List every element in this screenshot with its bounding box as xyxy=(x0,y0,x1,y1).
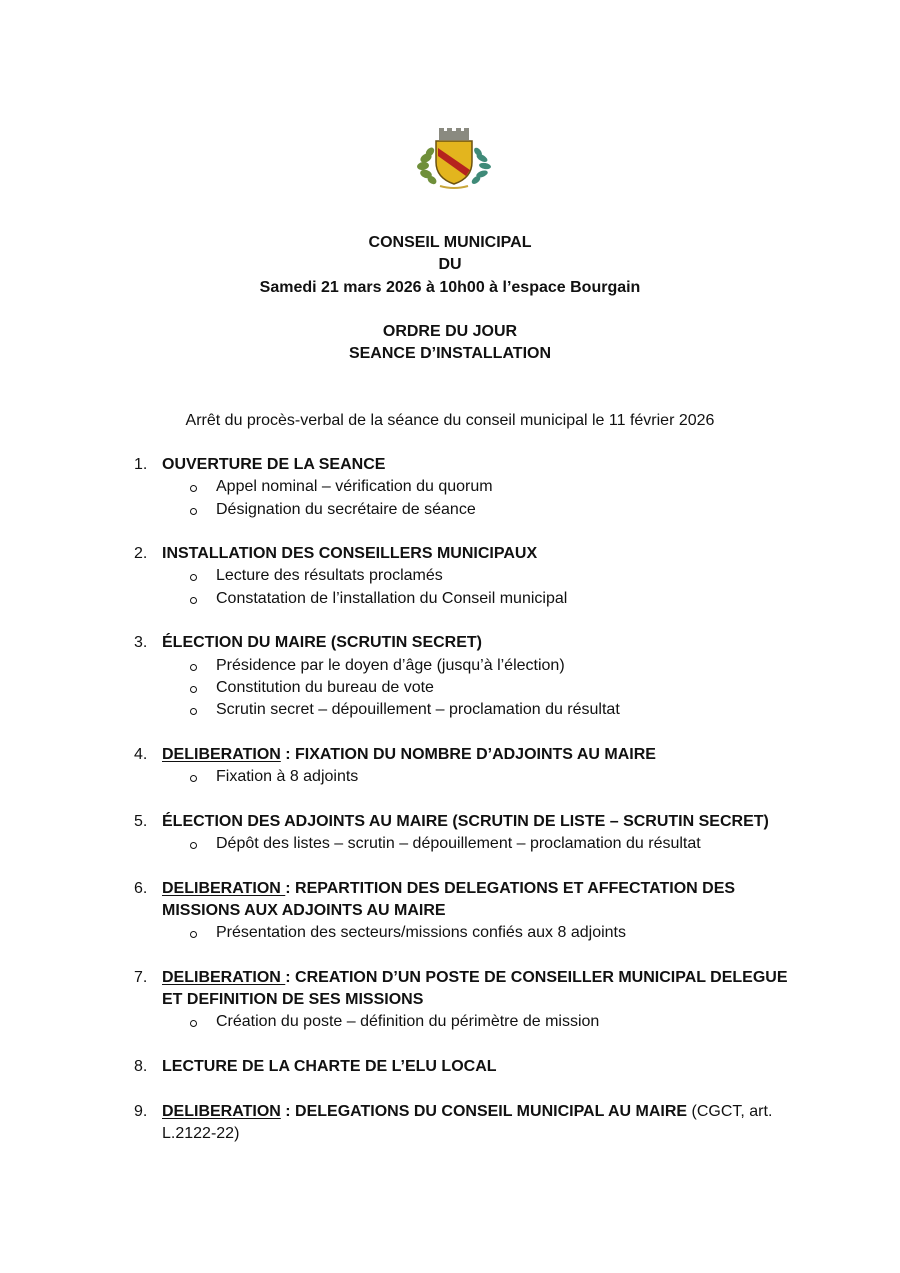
agenda-item-title-text: : REPARTITION DES DELEGATIONS ET AFFECTATION DES MISSIONS AUX ADJOINTS AU MAIRE xyxy=(162,879,736,919)
agenda-item xyxy=(134,1056,794,1078)
agenda-list xyxy=(134,454,794,1168)
agenda-heading: ORDRE DU JOUR xyxy=(382,322,518,340)
agenda-item xyxy=(134,454,794,521)
agenda-item-number: 8. xyxy=(134,1058,148,1076)
agenda-subitem xyxy=(162,499,794,521)
agenda-subitem xyxy=(162,833,794,855)
circle-bullet-icon xyxy=(190,842,197,849)
agenda-item-title-text: LECTURE DE LA CHARTE DE L’ELU LOCAL xyxy=(162,1058,497,1076)
agenda-item xyxy=(134,967,794,1034)
circle-bullet-icon xyxy=(190,775,197,782)
circle-bullet-icon xyxy=(190,686,197,693)
deliberation-label: DELIBERATION xyxy=(162,745,281,763)
agenda-item-title-text: : DELEGATIONS DU CONSEIL MUNICIPAL AU MAIRE xyxy=(280,1102,688,1120)
agenda-item-title-text: ÉLECTION DES ADJOINTS AU MAIRE (SCRUTIN DE LISTE – SCRUTIN SECRET) xyxy=(162,812,769,830)
agenda-subitem xyxy=(162,476,794,498)
circle-bullet-icon xyxy=(190,931,197,938)
agenda-subitem xyxy=(162,1011,794,1033)
agenda-subitem-text: Fixation à 8 adjoints xyxy=(216,768,359,786)
meeting-header xyxy=(0,232,900,365)
agenda-item-number: 1. xyxy=(134,456,148,473)
agenda-item-title-text: : CREATION D’UN POSTE DE CONSEILLER MUNICIPAL DELEGUE ET DEFINITION DE SES MISSIONS xyxy=(162,968,788,1009)
circle-bullet-icon xyxy=(190,664,197,671)
agenda-item-title xyxy=(162,967,794,1012)
agenda-item-number: 9. xyxy=(134,1102,148,1120)
deliberation-label: DELIBERATION xyxy=(162,968,286,986)
agenda-subitems xyxy=(162,476,794,521)
agenda-item-number: 5. xyxy=(134,812,148,830)
agenda-item xyxy=(134,878,794,945)
agenda-subitem-text: Constatation de l’installation du Conseil municipal xyxy=(216,589,568,607)
agenda-item-title-text: INSTALLATION DES CONSEILLERS MUNICIPAUX xyxy=(162,545,538,563)
circle-bullet-icon xyxy=(190,1020,197,1027)
agenda-item-number: 4. xyxy=(134,745,148,763)
agenda-item-number: 7. xyxy=(134,968,148,986)
agenda-item-title xyxy=(162,632,794,654)
agenda-item-title xyxy=(162,1056,794,1078)
municipal-coat-of-arms-icon xyxy=(414,128,494,190)
circle-bullet-icon xyxy=(190,485,197,492)
agenda-subitems xyxy=(162,922,794,944)
agenda-subitem-text: Appel nominal – vérification du quorum xyxy=(216,478,493,496)
agenda-item xyxy=(134,543,794,610)
agenda-subitem-text: Présidence par le doyen d’âge (jusqu’à l’élection) xyxy=(216,656,565,674)
agenda-item-title xyxy=(162,878,794,923)
agenda-subitems xyxy=(162,833,794,855)
meeting-date-location: Samedi 21 mars 2026 à 10h00 à l’espace Bourgain xyxy=(259,278,641,296)
circle-bullet-icon xyxy=(190,508,197,515)
agenda-subitems xyxy=(162,565,794,610)
agenda-item-title xyxy=(162,543,794,565)
agenda-item-title xyxy=(162,454,794,476)
session-type: SEANCE D’INSTALLATION xyxy=(348,345,552,363)
agenda-item-title-text: ÉLECTION DU MAIRE (SCRUTIN SECRET) xyxy=(162,634,482,652)
agenda-item-title xyxy=(162,811,794,833)
agenda-subitem-text: Désignation du secrétaire de séance xyxy=(216,500,476,518)
agenda-item xyxy=(134,1101,794,1146)
agenda-item-title xyxy=(162,1101,794,1146)
deliberation-label: DELIBERATION xyxy=(162,1102,281,1120)
agenda-subitem xyxy=(162,655,794,677)
agenda-subitem xyxy=(162,922,794,944)
agenda-subitem-text: Scrutin secret – dépouillement – proclamation du résultat xyxy=(216,701,620,719)
agenda-subitem-text: Présentation des secteurs/missions confiés aux 8 adjoints xyxy=(216,924,626,942)
agenda-item-number: 2. xyxy=(134,545,148,563)
agenda-subitem-text: Constitution du bureau de vote xyxy=(216,678,434,696)
agenda-item-number: 3. xyxy=(134,634,148,652)
circle-bullet-icon xyxy=(190,574,197,581)
agenda-subitems xyxy=(162,766,794,788)
agenda-item xyxy=(134,632,794,721)
circle-bullet-icon xyxy=(190,708,197,715)
council-title: CONSEIL MUNICIPAL xyxy=(368,234,532,251)
agenda-item xyxy=(134,744,794,789)
agenda-subitem xyxy=(162,766,794,788)
agenda-item-title-text: OUVERTURE DE LA SEANCE xyxy=(162,456,386,473)
agenda-subitem xyxy=(162,588,794,610)
agenda-item xyxy=(134,811,794,856)
agenda-subitem xyxy=(162,677,794,699)
agenda-subitems xyxy=(162,1011,794,1033)
agenda-subitem xyxy=(162,565,794,587)
header-du: DU xyxy=(438,256,462,274)
legal-reference: (CGCT, art. L.2122-22) xyxy=(162,1102,773,1142)
minutes-approval-line: Arrêt du procès-verbal de la séance du conseil municipal le 11 février 2026 xyxy=(185,412,715,429)
deliberation-label: DELIBERATION xyxy=(162,879,286,897)
agenda-subitem-text: Création du poste – définition du périmètre de mission xyxy=(216,1013,600,1031)
agenda-subitem-text: Lecture des résultats proclamés xyxy=(216,567,443,585)
agenda-item-title xyxy=(162,744,794,766)
circle-bullet-icon xyxy=(190,597,197,604)
agenda-item-number: 6. xyxy=(134,879,148,897)
agenda-item-title-text: : FIXATION DU NOMBRE D’ADJOINTS AU MAIRE xyxy=(280,745,656,763)
agenda-subitem xyxy=(162,699,794,721)
agenda-subitems xyxy=(162,655,794,722)
agenda-subitem-text: Dépôt des listes – scrutin – dépouillement – proclamation du résultat xyxy=(216,835,701,853)
